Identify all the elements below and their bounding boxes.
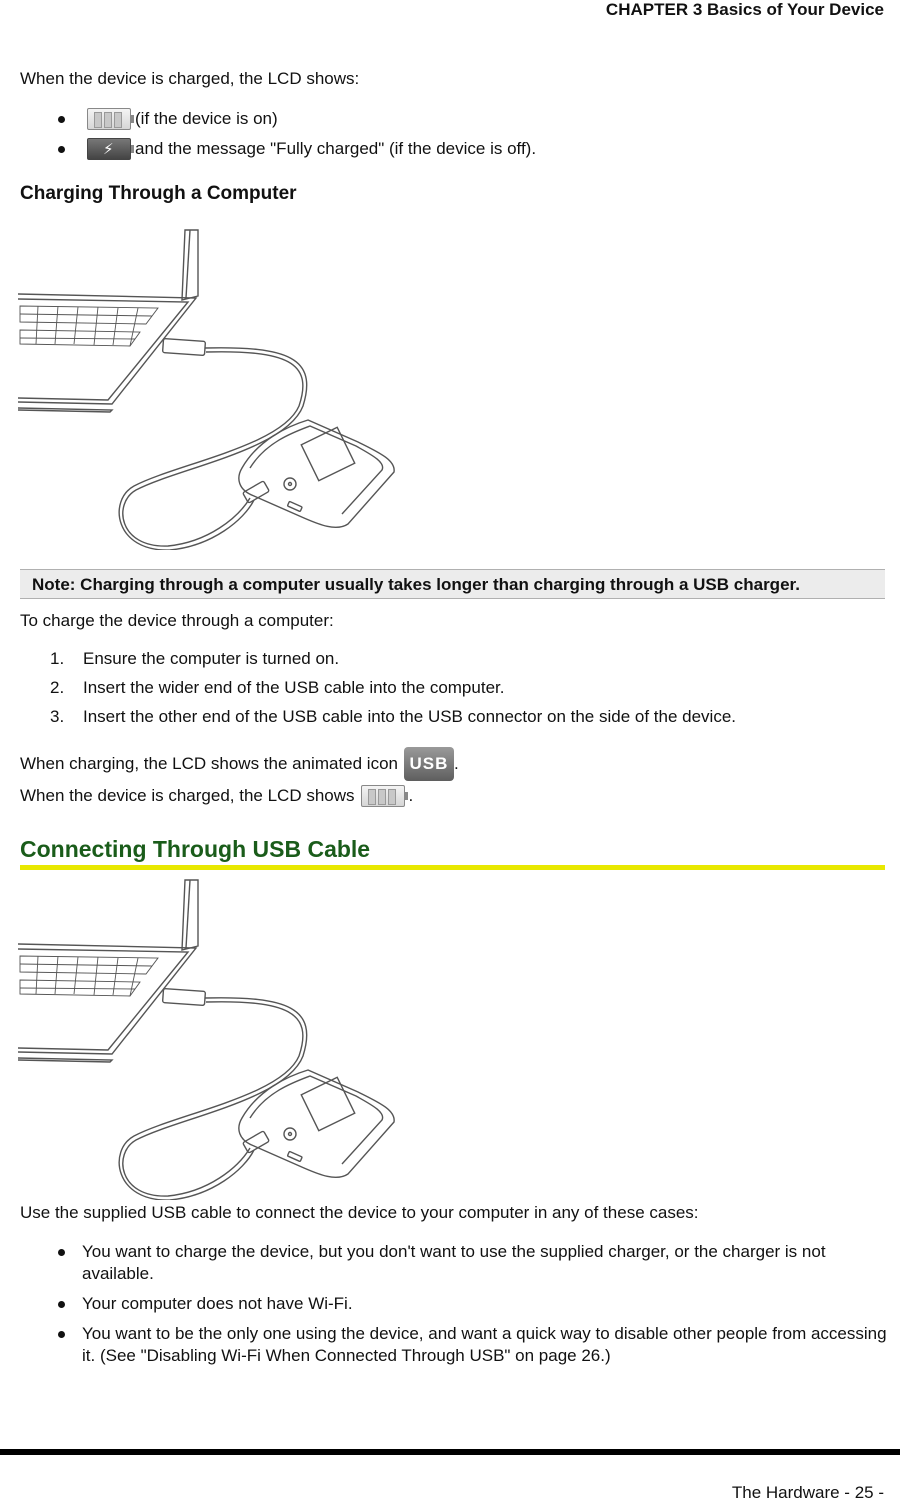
case-text: You want to be the only one using the device, and want a quick way to disable other people from accessing it. (See "Disabling Wi-Fi When Connected Through USB" on page 26.): [82, 1324, 887, 1365]
case-text: You want to charge the device, but you don't want to use the supplied charger, or the charger is not available.: [82, 1242, 826, 1283]
chapter-header: CHAPTER 3 Basics of Your Device: [605, 0, 884, 19]
case-item: [58, 1293, 888, 1315]
usb-lead: Use the supplied USB cable to connect the device to your computer in any of these cases:: [20, 1203, 699, 1222]
step-1: [50, 649, 339, 669]
bullet-dot: [58, 116, 65, 123]
bullet-dot: [58, 1249, 65, 1256]
laptop-device-illustration: [18, 228, 398, 550]
case-item: [58, 1241, 888, 1285]
charged-intro: When the device is charged, the LCD shows:: [20, 69, 360, 88]
step-text: Insert the wider end of the USB cable into the computer.: [83, 678, 505, 697]
case-text: Your computer does not have Wi-Fi.: [82, 1294, 353, 1313]
section-rule: [20, 865, 885, 870]
step-number: 2.: [50, 678, 65, 697]
step-number: 1.: [50, 649, 65, 668]
bullet-off: [58, 138, 536, 160]
step-text: Insert the other end of the USB cable into the USB connector on the side of the device.: [83, 707, 737, 726]
charge-lead: To charge the device through a computer:: [20, 611, 334, 630]
subheading-charging-computer: Charging Through a Computer: [20, 183, 297, 204]
bullet-dot: [58, 1301, 65, 1308]
bullet-on-text: (if the device is on): [135, 109, 278, 128]
battery-full-icon: [87, 108, 131, 130]
page-footer: The Hardware - 25 -: [731, 1483, 884, 1502]
battery-charging-icon: ⚡: [87, 138, 131, 160]
bullet-dot: [58, 146, 65, 153]
footer-rule: [0, 1449, 900, 1455]
charging-line: When charging, the LCD shows the animated icon USB .: [20, 747, 459, 781]
section-title-usb-cable: Connecting Through USB Cable: [20, 836, 371, 862]
step-2: [50, 678, 504, 698]
charged-line: When the device is charged, the LCD shows .: [20, 786, 414, 805]
usb-icon: USB: [404, 747, 454, 781]
step-3: [50, 707, 736, 727]
step-text: Ensure the computer is turned on.: [83, 649, 340, 668]
laptop-device-illustration-2: [18, 878, 398, 1200]
bullet-off-text: and the message "Fully charged" (if the device is off).: [135, 139, 537, 158]
bullet-dot: [58, 1331, 65, 1338]
charging-text: When charging, the LCD shows the animated icon: [20, 754, 398, 773]
charged-text: When the device is charged, the LCD shows: [20, 786, 355, 805]
step-number: 3.: [50, 707, 65, 726]
case-item: [58, 1323, 888, 1367]
note-box: Note: Charging through a computer usually takes longer than charging through a USB charger.: [20, 569, 885, 599]
bullet-on: [58, 108, 278, 130]
battery-full-icon: [361, 785, 405, 807]
